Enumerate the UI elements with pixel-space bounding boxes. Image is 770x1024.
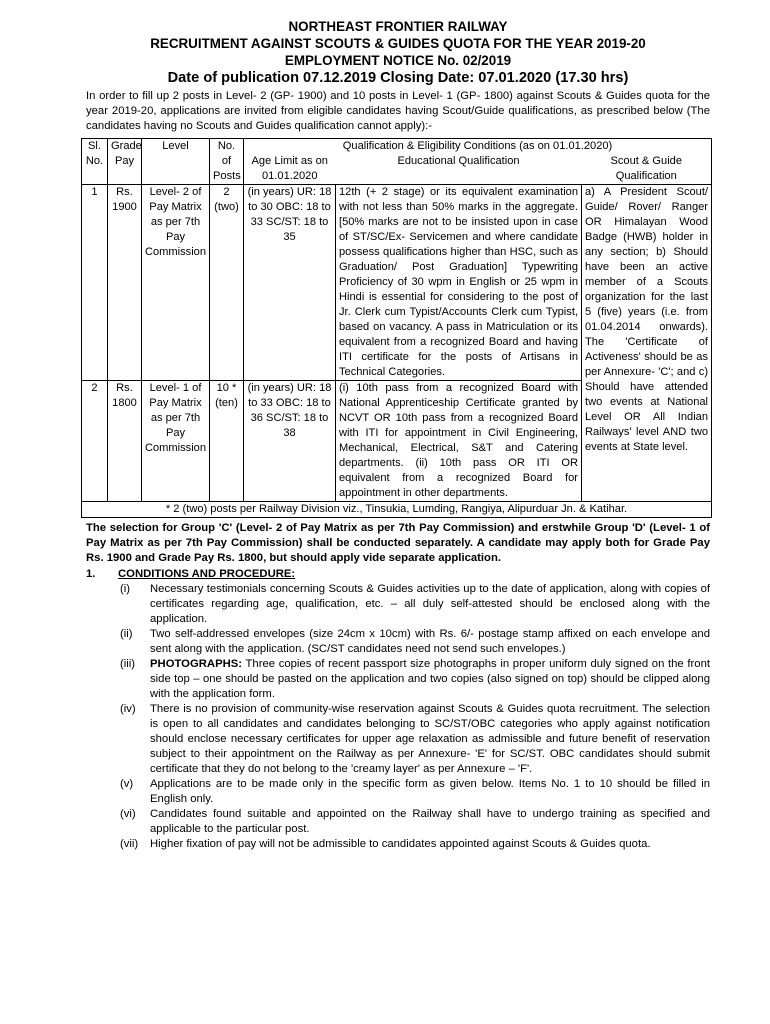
item-number: (ii) <box>120 628 133 640</box>
header-scout-guide-qualification: Scout & Guide Qualification <box>582 154 712 185</box>
item-number: (vii) <box>120 838 139 850</box>
vacancy-table <box>81 138 712 518</box>
item-text: Higher fixation of pay will not be admissible to candidates appointed against Scouts & Guides quota. <box>150 838 651 850</box>
item-text: Necessary testimonials concerning Scouts & Guides activities up to the date of application, along with copies of certificates regarding age, qualification, etc. – all duly self-attested should be enclosed along with the application. <box>150 583 710 625</box>
item-number: (vi) <box>120 808 136 820</box>
item-text: Applications are to be made only in the specific form as given below. Items No. 1 to 10 should be filled in English only. <box>150 778 710 805</box>
row1-age-limit: (in years) UR: 18 to 30 OBC: 18 to 33 SC/ST: 18 to 35 <box>244 185 336 381</box>
header-grade-pay: Grade Pay <box>108 139 142 185</box>
header-sl-no: Sl. No. <box>82 139 108 185</box>
list-item <box>120 702 710 777</box>
item-number: (i) <box>120 583 131 595</box>
list-item <box>120 777 710 807</box>
row1-posts: 2 (two) <box>210 185 244 381</box>
item-number: (iii) <box>120 658 136 670</box>
row2-grade-pay: Rs. 1800 <box>108 381 142 502</box>
item-text: Three copies of recent passport size photographs in proper uniform duly signed on the front side top – one should be pasted on the application and two copies (also signed on top) should be clipped along with the application form. <box>150 658 710 700</box>
row2-age-limit: (in years) UR: 18 to 33 OBC: 18 to 36 SC/ST: 18 to 38 <box>244 381 336 502</box>
section-number: 1. <box>86 568 96 580</box>
header-level: Level <box>142 139 210 185</box>
conditions-list <box>86 582 710 852</box>
intro-paragraph: In order to fill up 2 posts in Level- 2 (GP- 1900) and 10 posts in Level- 1 (GP- 1800) against Scouts & Guides quota for the year 2019-20, applications are invited from eligible candidates having Scout/Guide qualifications, as prescribed below (The candidates having no Scouts and Guides qualification cannot apply):- <box>86 90 710 132</box>
section-title: CONDITIONS AND PROCEDURE: <box>118 568 296 580</box>
org-title: NORTHEAST FRONTIER RAILWAY <box>288 19 508 34</box>
notice-number: EMPLOYMENT NOTICE No. 02/2019 <box>284 53 512 68</box>
header-qualification: Qualification & Eligibility Conditions (as on 01.01.2020) <box>244 139 712 155</box>
item-text: Candidates found suitable and appointed on the Railway shall have to undergo training as specified and applicable to the particular post. <box>150 808 710 835</box>
item-number: (iv) <box>120 703 136 715</box>
item-text: There is no provision of community-wise reservation against Scouts & Guides quota recruitment. The selection is open to all candidates and candidates belonging to SC/ST/OBC categories who apply against notification should enclose necessary certificates for upper age relaxation as admissible and future benefit of reservation subject to their appointment on the Railway as per Annexure- 'E' for SC/ST. OBC candidates should submit certificate that they do not belong to the 'creamy layer' as per Annexure – 'F'. <box>150 703 710 775</box>
row2-posts: 10 * (ten) <box>210 381 244 502</box>
scout-guide-qualification: a) A President Scout/ Guide/ Rover/ Ranger OR Himalayan Wood Badge (HWB) holder in any section; b) Should have been an active member of a Scouts organization for the last 5 (five) years (i.e. from 01.04.2014 onwards). The 'Certificate of Activeness' should be as per Annexure- 'C'; and c) Should have attended two events at National Level OR All Indian Railways' level AND two events at State level. <box>582 185 712 502</box>
row1-sl-no: 1 <box>82 185 108 381</box>
table-row <box>82 185 712 381</box>
row2-level: Level- 1 of Pay Matrix as per 7th Pay Commission <box>142 381 210 502</box>
table-footnote: * 2 (two) posts per Railway Division viz., Tinsukia, Lumding, Rangiya, Alipurduar Jn. & Katihar. <box>82 502 712 518</box>
item-text: Two self-addressed envelopes (size 24cm x 10cm) with Rs. 6/- postage stamp affixed on each envelope and sent along with the application. (SC/ST candidates need not send such envelopes.) <box>150 628 710 655</box>
list-item <box>120 837 710 852</box>
recruitment-title: RECRUITMENT AGAINST SCOUTS & GUIDES QUOTA FOR THE YEAR 2019-20 <box>150 36 646 51</box>
row2-sl-no: 2 <box>82 381 108 502</box>
publication-dates: Date of publication 07.12.2019 Closing Date: 07.01.2020 (17.30 hrs) <box>167 70 629 86</box>
list-item <box>120 582 710 627</box>
item-lead: PHOTOGRAPHS: <box>150 658 243 670</box>
header-educational-qualification: Educational Qualification <box>397 155 520 167</box>
list-item <box>120 627 710 657</box>
row2-educational-qualification: (i) 10th pass from a recognized Board with National Apprenticeship Certificate granted by NCVT OR 10th pass from a recognized Board with ITI for appointment in Civil Engineering, Mechanical, Electrical, S&T and Catering departments. (ii) 10th pass OR ITI OR equivalent from a recognized Board for appointment in other departments. <box>336 381 582 502</box>
header-age-limit: Age Limit as on 01.01.2020 <box>244 154 336 185</box>
row1-level: Level- 2 of Pay Matrix as per 7th Pay Commission <box>142 185 210 381</box>
list-item <box>120 807 710 837</box>
item-number: (v) <box>120 778 134 790</box>
table-footnote-row <box>82 502 712 518</box>
row1-educational-qualification: 12th (+ 2 stage) or its equivalent examination with not less than 50% marks in the aggregate. [50% marks are not to be insisted upon in case of ST/SC/Ex- Servicemen and where candidate possess qualifications higher than HSC, such as Graduation/ Post Graduation] Typewriting Proficiency of 30 wpm in English or 25 wpm in Hindi is essential for considering to the post of Jr. Clerk cum Typist/Accounts Clerk cum Typist, based on vacancy. A pass in Matriculation or its equivalent from a recognized Board and having ITI certificate for the posts of Artisans in Technical Categories. <box>336 185 582 381</box>
table-header-row <box>82 139 712 155</box>
section-heading <box>86 567 710 582</box>
list-item <box>120 657 710 702</box>
selection-note: The selection for Group 'C' (Level- 2 of Pay Matrix as per 7th Pay Commission) and erstwhile Group 'D' (Level- 1 of Pay Matrix as per 7th Pay Commission) shall be conducted separately. A candidate may apply both for Grade Pay Rs. 1900 and Grade Pay Rs. 1800, but should apply vide separate application. <box>86 522 710 564</box>
header-no-of-posts: No. of Posts <box>210 139 244 185</box>
row1-grade-pay: Rs. 1900 <box>108 185 142 381</box>
